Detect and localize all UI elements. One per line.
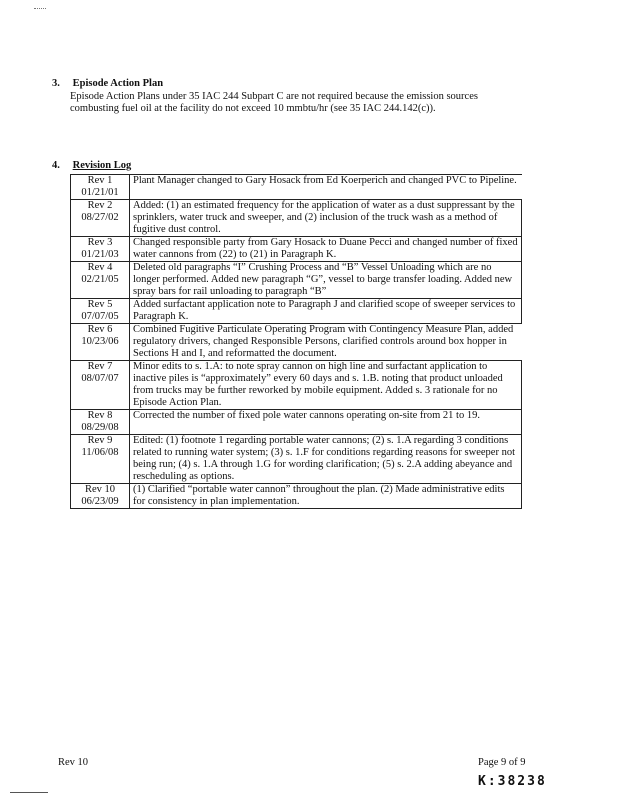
revision-date: 08/27/02: [81, 212, 119, 223]
revision-id-cell: [71, 175, 130, 200]
revision-row: [71, 410, 522, 435]
scan-mark-top: [34, 8, 46, 11]
revision-date: 10/23/06: [81, 336, 119, 347]
revision-description: (1) Clarified “portable water cannon” throughout the plan. (2) Made administrative edits for consistency in plan implementation.: [130, 484, 522, 509]
revision-date: 06/23/09: [81, 496, 119, 507]
revision-number: Rev 2: [87, 200, 113, 211]
revision-description: Minor edits to s. 1.A: to note spray cannon on high line and surfactant application to inactive piles is “approximately” every 60 days and s. 1.B. noting that product unloaded from trucks may be further reworked by mobile equipment. Added s. 3 rationale for no Episode Action Plan.: [130, 361, 522, 410]
revision-description: Combined Fugitive Particulate Operating Program with Contingency Measure Plan, added regulatory drivers, changed Responsible Persons, clarified controls around box hopper in Sections H and I, and reformatted the document.: [130, 324, 522, 361]
revision-description: Changed responsible party from Gary Hosack to Duane Pecci and changed number of fixed water cannons from (22) to (21) in Paragraph K.: [130, 237, 522, 262]
footer-revision: Rev 10: [58, 757, 89, 768]
revision-row: [71, 435, 522, 484]
revision-date: 02/21/05: [81, 274, 119, 285]
revision-date: 01/21/03: [81, 249, 119, 260]
section-title: Revision Log: [72, 160, 132, 171]
revision-id-cell: [71, 237, 130, 262]
section-body: Episode Action Plans under 35 IAC 244 Subpart C are not required because the emission sources combusting fuel oil at the facility do not exceed 10 mmbtu/hr (see 35 IAC 244.142(c)).: [70, 90, 478, 114]
revision-description: Edited: (1) footnote 1 regarding portable water cannons; (2) s. 1.A regarding 3 conditions related to running water system; (3) s. 1.F for conditions regarding reasons for sweeper not being run; (4) s. 1.A through 1.G for wording clarification; (5) s. 2.A adding abeyance and rescheduling as options.: [130, 435, 522, 484]
section-number: 4.: [52, 160, 60, 171]
revision-row: [71, 175, 522, 200]
revision-date: 01/21/01: [81, 187, 119, 198]
revision-number: Rev 9: [87, 435, 113, 446]
revision-number: Rev 5: [87, 299, 113, 310]
document-stamp: K:38238: [478, 774, 547, 789]
section-number: 3.: [52, 78, 60, 89]
revision-date: 11/06/08: [81, 447, 119, 458]
revision-number: Rev 3: [87, 237, 113, 248]
revision-description: Deleted old paragraphs “I” Crushing Process and “B” Vessel Unloading which are no longer performed. Added new paragraph “G”, vessel to barge transfer loading. Added new spray bars for rail unloading to paragraph “B”: [130, 262, 522, 299]
revision-number: Rev 8: [87, 410, 113, 421]
revision-description: Added: (1) an estimated frequency for the application of water as a dust suppressant by the sprinklers, water truck and sweeper, and (2) inclusion of the truck wash as a method of fugitive dust control.: [130, 200, 522, 237]
revision-number: Rev 4: [87, 262, 113, 273]
revision-row: [71, 237, 522, 262]
revision-id-cell: [71, 361, 130, 410]
section-title: Episode Action Plan: [72, 78, 164, 89]
section-episode-action-plan: [52, 78, 510, 116]
revision-id-cell: [71, 435, 130, 484]
revision-description: Plant Manager changed to Gary Hosack from Ed Koerperich and changed PVC to Pipeline.: [130, 175, 522, 200]
section-revision-log: [52, 160, 131, 173]
revision-description: Added surfactant application note to Paragraph J and clarified scope of sweeper services to Paragraph K.: [130, 299, 522, 324]
revision-row: [71, 200, 522, 237]
revision-number: Rev 7: [87, 361, 113, 372]
revision-id-cell: [71, 484, 130, 509]
revision-date: 07/07/05: [81, 311, 119, 322]
revision-id-cell: [71, 200, 130, 237]
revision-row: [71, 361, 522, 410]
revision-row: [71, 484, 522, 509]
revision-id-cell: [71, 299, 130, 324]
section-heading: [52, 160, 131, 173]
revision-row: [71, 299, 522, 324]
revision-row: [71, 262, 522, 299]
revision-row: [71, 324, 522, 361]
revision-id-cell: [71, 262, 130, 299]
revision-id-cell: [71, 324, 130, 361]
revision-id-cell: [71, 410, 130, 435]
scan-mark-bottom: [10, 792, 48, 793]
revision-number: Rev 1: [87, 175, 113, 186]
footer-page-number: Page 9 of 9: [478, 757, 526, 768]
revision-description: Corrected the number of fixed pole water cannons operating on-site from 21 to 19.: [130, 410, 522, 435]
revision-log-table: [70, 174, 522, 509]
revision-date: 08/29/08: [81, 422, 119, 433]
revision-date: 08/07/07: [81, 373, 119, 384]
section-heading: [52, 78, 510, 91]
revision-number: Rev 10: [84, 484, 116, 495]
revision-number: Rev 6: [87, 324, 113, 335]
